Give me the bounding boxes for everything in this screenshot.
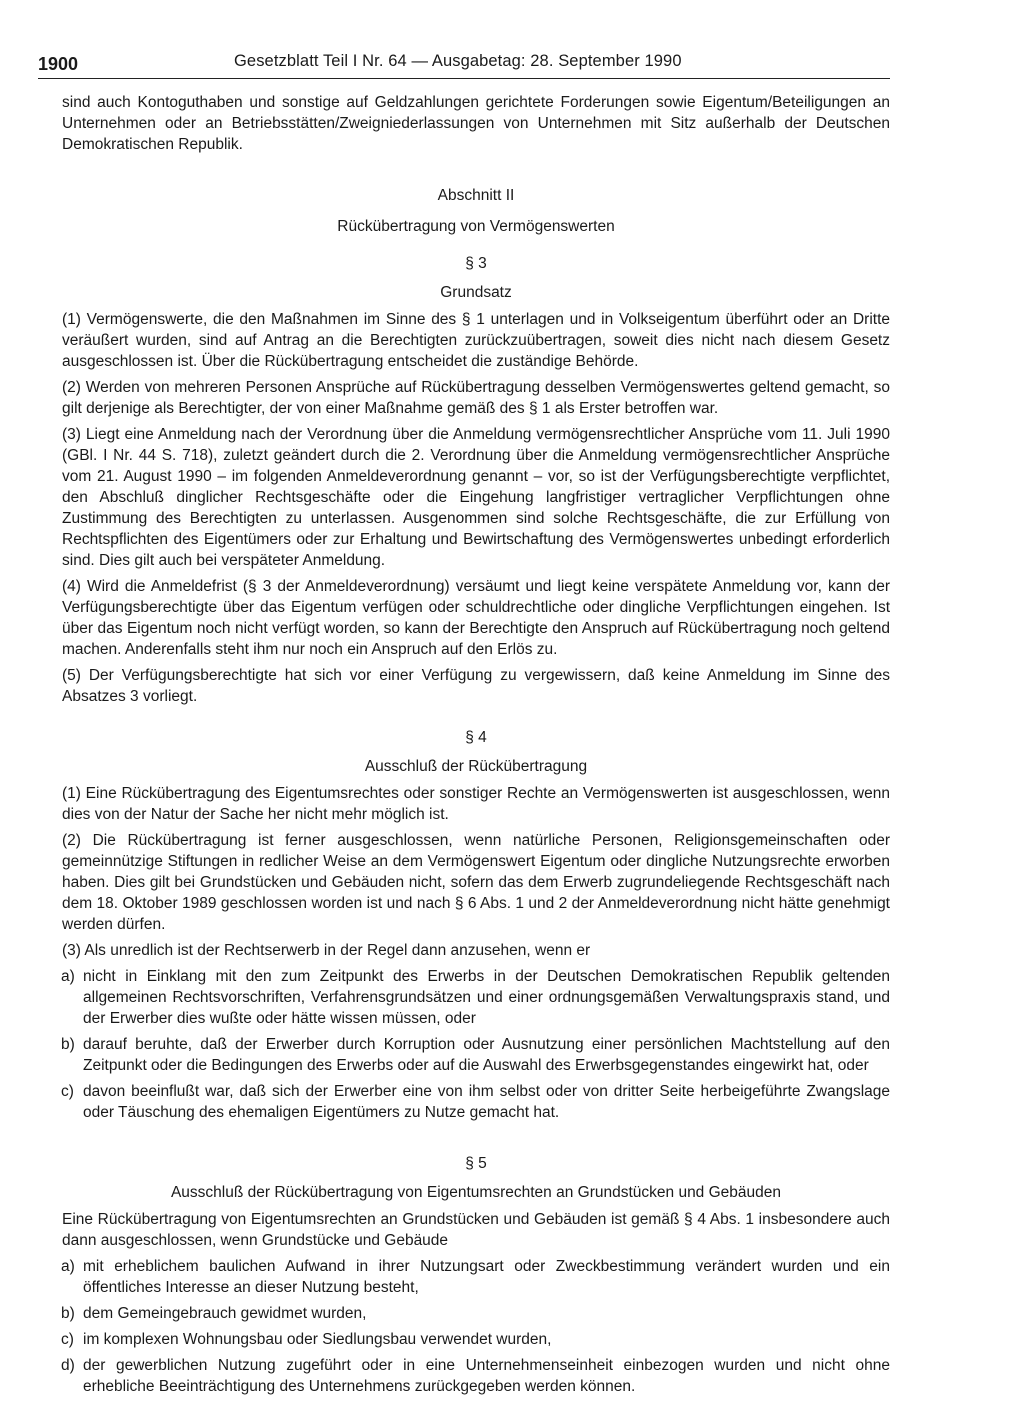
item-text: mit erheblichem baulichen Aufwand in ihrer Nutzungsart oder Zweckbestimmung verändert wurden und ein öffentliches Interesse an dieser Nutzung besteht,: [83, 1258, 890, 1296]
section-5-item-d: [62, 1355, 890, 1397]
page-number: 1900: [38, 54, 79, 74]
section-5-item-b: [62, 1303, 890, 1324]
intro-paragraph: sind auch Kontoguthaben und sonstige auf Geldzahlungen gerichtete Forderungen sowie Eigentum/Beteiligungen an Unternehmen oder an Betriebsstätten/Zweigniederlassungen von Unternehmen mit Sitz außerhalb der Deutschen Demokratischen Republik.: [62, 94, 890, 153]
section-4-title: Ausschluß der Rückübertragung: [364, 758, 588, 775]
item-text: darauf beruhte, daß der Erwerber durch Korruption oder Ausnutzung einer persönlichen Machtstellung auf den Zeitpunkt oder die Bedingungen des Erwerbs oder auf die Auswahl des Erwerbsgegenstandes eingewirkt hat, oder: [83, 1036, 890, 1074]
section-3-para-3: (3) Liegt eine Anmeldung nach der Verordnung über die Anmeldung vermögensrechtlicher Ansprüche vom 11. Juli 1990 (GBl. I Nr. 44 S. 718), zuletzt geändert durch die 2. Verordnung über die Anmeldung vermögensrechtlicher Ansprüche vom 21. August 1990 – im folgenden Anmeldeverordnung genannt – vor, so ist der Verfügungsberechtigte verpflichtet, den Abschluß dinglicher Rechtsgeschäfte oder die Eingehung langfristiger vertraglicher Verpflichtungen ohne Zustimmung des Berechtigten zu unterlassen. Ausgenommen sind solche Rechtsgeschäfte, die zur Erfüllung von Rechtspflichten des Eigentümers oder zur Erhaltung und Bewirtschaftung des Vermögenswertes unbedingt erforderlich sind. Dies gilt auch bei verspäteter Anmeldung.: [62, 426, 890, 569]
section-5-number: § 5: [465, 1155, 487, 1172]
section-5-intro: Eine Rückübertragung von Eigentumsrechten an Grundstücken und Gebäuden ist gemäß § 4 Abs. 1 insbesondere auch dann ausgeschlossen, wenn Grundstücke und Gebäude: [62, 1211, 890, 1249]
item-label: b): [61, 1305, 75, 1322]
section-3-number: § 3: [465, 255, 487, 272]
section-3-para-5: (5) Der Verfügungsberechtigte hat sich vor einer Verfügung zu vergewissern, daß keine Anmeldung im Sinne des Absatzes 3 vorliegt.: [62, 667, 890, 705]
abschnitt-title: Rückübertragung von Vermögenswerten: [337, 218, 615, 235]
page-header: [38, 52, 890, 79]
item-text: der gewerblichen Nutzung zugeführt oder in eine Unternehmenseinheit einbezogen wurden und nicht ohne erhebliche Beeinträchtigung des Unternehmens zurückgegeben werden können.: [83, 1357, 890, 1395]
section-5-item-a: [62, 1256, 890, 1298]
section-4-para-3: (3) Als unredlich ist der Rechtserwerb in der Regel dann anzusehen, wenn er: [62, 942, 591, 959]
item-text: nicht in Einklang mit den zum Zeitpunkt des Erwerbs in der Deutschen Demokratischen Republik geltenden allgemeinen Rechtsvorschriften, Verfahrensgrundsätzen und einer ordnungsgemäßen Verwaltungspraxis stand, und der Erwerber dies wußte oder hätte wissen müssen, oder: [83, 968, 890, 1027]
item-text: im komplexen Wohnungsbau oder Siedlungsbau verwendet wurden,: [83, 1331, 552, 1348]
section-4-para-2: (2) Die Rückübertragung ist ferner ausgeschlossen, wenn natürliche Personen, Religionsgemeinschaften oder gemeinnützige Stiftungen in redlicher Weise an dem Vermögenswert Eigentum oder dingliche Nutzungsrechte erworben haben. Dies gilt bei Grundstücken und Gebäuden nicht, sofern das dem Erwerb zugrundeliegende Rechtsgeschäft nach dem 18. Oktober 1989 geschlossen worden ist und nach § 6 Abs. 1 und 2 der Anmeldeverordnung nicht hätte genehmigt werden dürfen.: [62, 832, 890, 933]
section-4-item-b: [62, 1034, 890, 1076]
section-3-para-4: (4) Wird die Anmeldefrist (§ 3 der Anmeldeverordnung) versäumt und liegt keine verspätete Anmeldung vor, kann der Verfügungsberechtigte über das Eigentum verfügen oder schuldrechtliche oder dingliche Verpflichtungen eingehen. Ist über das Eigentum noch nicht verfügt worden, so kann der Berechtigte den Anspruch auf Rückübertragung noch geltend machen. Anderenfalls steht ihm nur noch ein Anspruch auf den Erlös zu.: [62, 578, 890, 658]
item-label: b): [61, 1036, 75, 1053]
section-3-title: Grundsatz: [440, 284, 512, 301]
section-5-item-c: [62, 1329, 890, 1350]
section-5-title: Ausschluß der Rückübertragung von Eigentumsrechten an Grundstücken und Gebäuden: [170, 1184, 782, 1201]
item-label: c): [61, 1083, 74, 1100]
item-label: c): [61, 1331, 74, 1348]
running-title: Gesetzblatt Teil I Nr. 64 — Ausgabetag: 28. September 1990: [234, 52, 682, 70]
section-3-para-2: (2) Werden von mehreren Personen Ansprüche auf Rückübertragung desselben Vermögenswertes geltend gemacht, so gilt derjenige als Berechtigter, der von einer Maßnahme gemäß des § 1 als Erster betroffen war.: [62, 379, 890, 417]
section-4-item-c: [62, 1081, 890, 1123]
item-text: davon beeinflußt war, daß sich der Erwerber eine von ihm selbst oder von dritter Seite herbeigeführte Zwangslage oder Täuschung des ehemaligen Eigentümers zu Nutze gemacht hat.: [83, 1083, 890, 1121]
abschnitt-label: Abschnitt II: [437, 187, 515, 204]
section-4-number: § 4: [465, 729, 487, 746]
section-3-para-1: (1) Vermögenswerte, die den Maßnahmen im Sinne des § 1 unterlagen und in Volkseigentum überführt oder an Dritte veräußert wurden, sind auf Antrag an die Berechtigten zurückzuübertragen, soweit dies nicht nach diesem Gesetz ausgeschlossen ist. Über die Rückübertragung entscheidet die zuständige Behörde.: [62, 311, 890, 370]
item-label: a): [61, 968, 75, 985]
item-label: d): [61, 1357, 75, 1374]
section-4-para-1: (1) Eine Rückübertragung des Eigentumsrechtes oder sonstiger Rechte an Vermögenswerten ist ausgeschlossen, wenn dies von der Natur der Sache her nicht mehr möglich ist.: [62, 785, 890, 823]
item-text: dem Gemeingebrauch gewidmet wurden,: [83, 1305, 367, 1322]
page-body: [62, 92, 890, 1402]
item-label: a): [61, 1258, 75, 1275]
section-4-item-a: [62, 966, 890, 1029]
